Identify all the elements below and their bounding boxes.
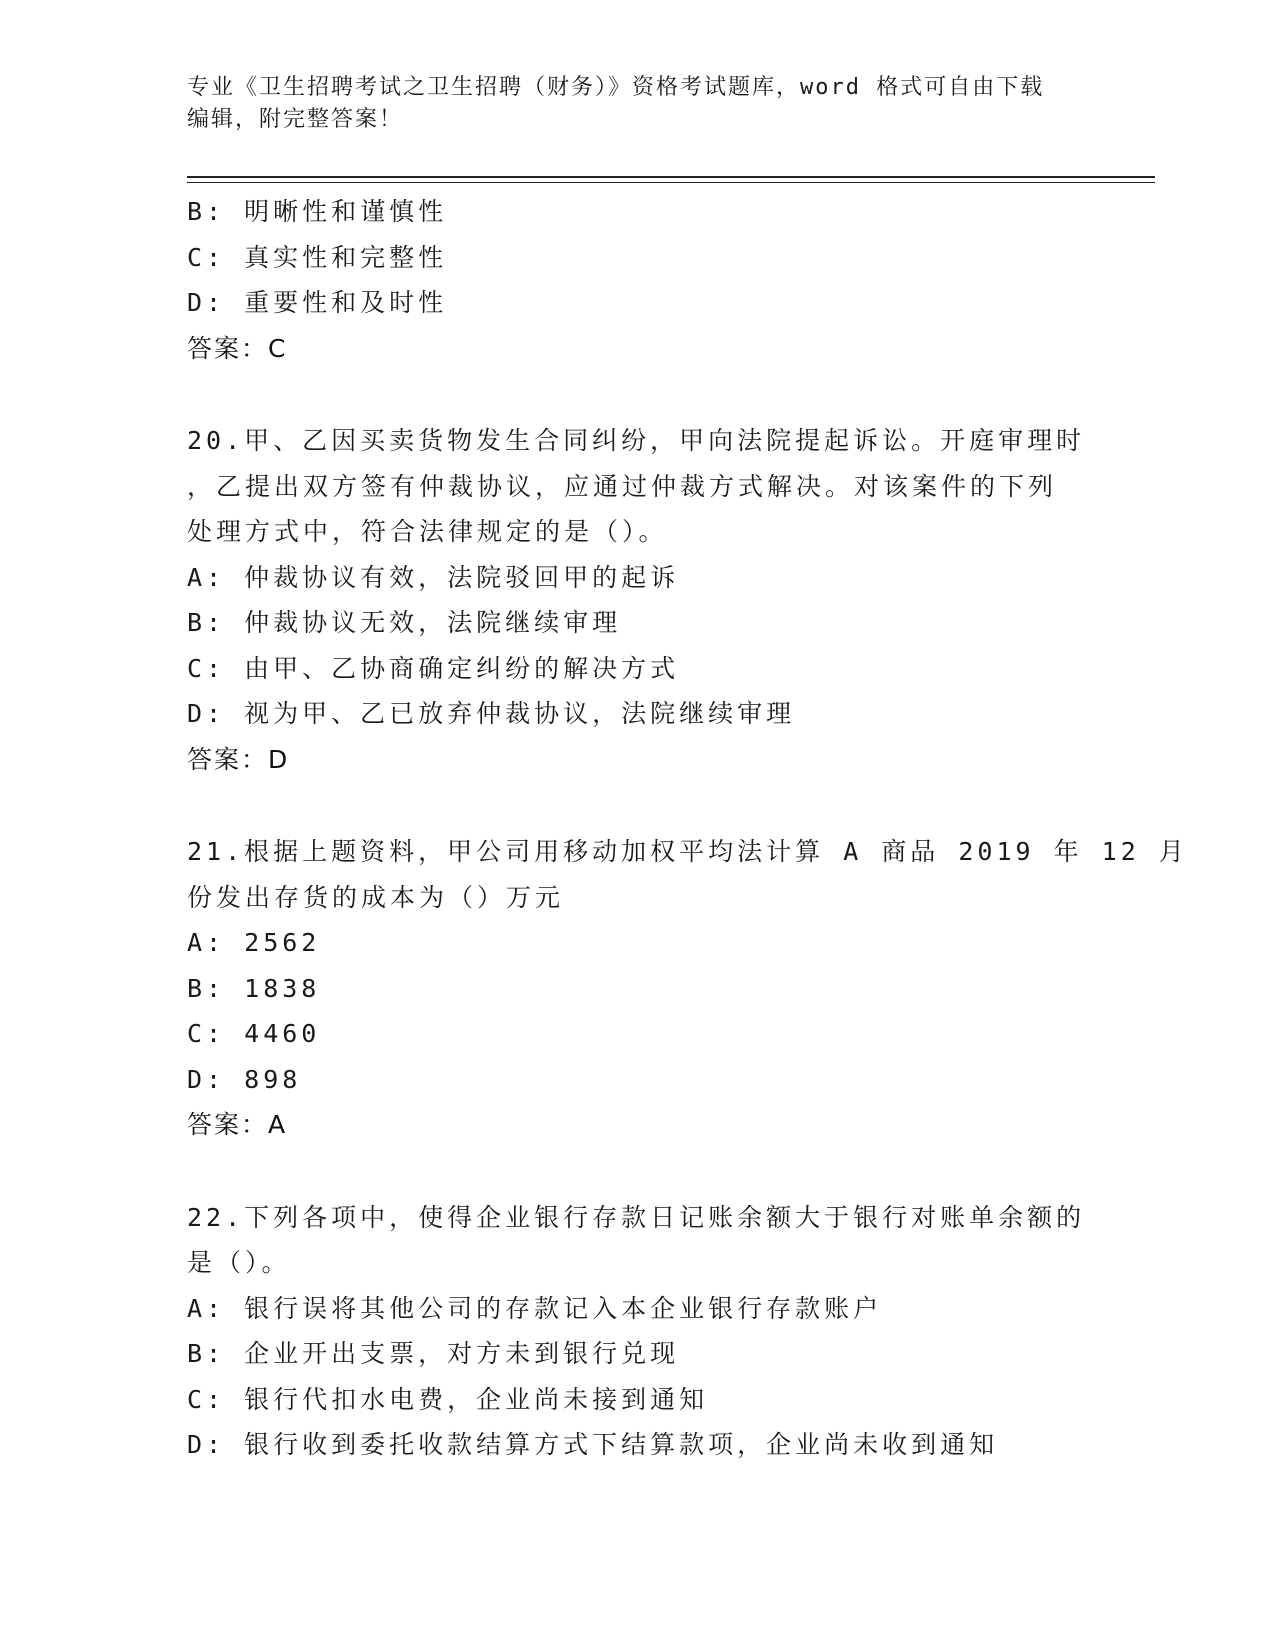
question-19-tail [187, 189, 1087, 371]
option-b: B: 1838 [187, 973, 321, 1003]
answer-text: 答案：A [187, 1110, 288, 1139]
question-stem-line: 处理方式中，符合法律规定的是（）。 [187, 517, 668, 546]
option-c: C: 4460 [187, 1019, 321, 1048]
header-divider-thin [187, 182, 1155, 183]
option-d: D: 898 [187, 1064, 302, 1094]
question-stem-line: 是（）。 [187, 1248, 291, 1277]
option-d: D: 重要性和及时性 [187, 288, 448, 317]
answer-text: 答案：D [187, 744, 290, 774]
option-c: C: 银行代扣水电费，企业尚未接到通知 [187, 1384, 709, 1414]
option-c: C: 由甲、乙协商确定纠纷的解决方式 [187, 653, 680, 683]
option-a: A: 仲裁协议有效，法院驳回甲的起诉 [187, 562, 680, 592]
question-stem-line: 22.下列各项中，使得企业银行存款日记账余额大于银行对账单余额的 [187, 1202, 1086, 1232]
question-22 [187, 1195, 1087, 1468]
question-stem-line: ，乙提出双方签有仲裁协议，应通过仲裁方式解决。对该案件的下列 [187, 471, 1058, 501]
option-a: A: 银行误将其他公司的存款记入本企业银行存款账户 [187, 1293, 883, 1323]
question-stem-line: 份发出存货的成本为（）万元 [187, 882, 565, 912]
question-content [187, 189, 1188, 1468]
question-stem-line: 21.根据上题资料，甲公司用移动加权平均法计算 A 商品 2019 年 12 月 [187, 837, 1188, 866]
question-21 [187, 829, 1188, 1148]
document-header [187, 72, 1087, 136]
option-c: C: 真实性和完整性 [187, 242, 448, 272]
option-b: B: 明晰性和谨慎性 [187, 197, 448, 226]
question-20 [187, 418, 1087, 782]
answer-text: 答案：C [187, 333, 288, 363]
question-stem-line: 20.甲、乙因买卖货物发生合同纠纷，甲向法院提起诉讼。开庭审理时 [187, 426, 1086, 455]
option-d: D: 银行收到委托收款结算方式下结算款项，企业尚未收到通知 [187, 1430, 999, 1459]
header-divider-thick [187, 176, 1155, 178]
header-line-1: 专业《卫生招聘考试之卫生招聘（财务）》资格考试题库，word 格式可自由下载 [187, 75, 1045, 100]
option-a: A: 2562 [187, 928, 321, 957]
option-d: D: 视为甲、乙已放弃仲裁协议，法院继续审理 [187, 699, 796, 728]
option-b: B: 仲裁协议无效，法院继续审理 [187, 608, 622, 637]
header-line-2: 编辑，附完整答案！ [187, 107, 404, 132]
option-b: B: 企业开出支票，对方未到银行兑现 [187, 1339, 680, 1368]
